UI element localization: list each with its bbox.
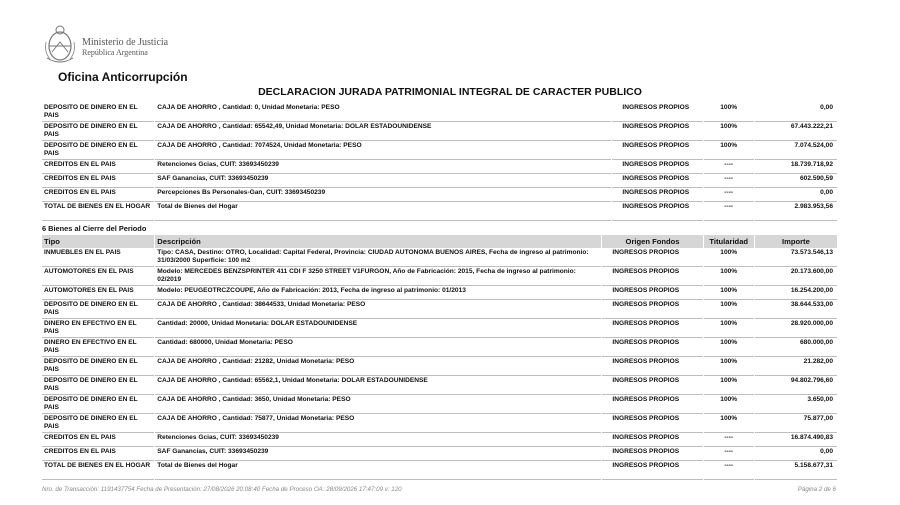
cell-tipo: CREDITOS EN EL PAIS	[42, 174, 154, 188]
cell-titularidad: 100%	[704, 395, 754, 414]
cell-descripcion: CAJA DE AHORRO , Cantidad: 7074524, Unidad Monetaria: PESO	[155, 141, 611, 160]
table-row	[42, 447, 837, 461]
cell-origen: INGRESOS PROPIOS	[602, 461, 702, 480]
cell-origen: INGRESOS PROPIOS	[612, 174, 702, 188]
cell-importe: 75.877,00	[755, 414, 837, 433]
cell-importe: 0,00	[755, 103, 837, 122]
cell-tipo: DEPOSITO DE DINERO EN EL PAIS	[42, 376, 154, 395]
ministry-line2: República Argentina	[82, 48, 148, 57]
cell-descripcion: CAJA DE AHORRO , Cantidad: 65562,1, Unidad Monetaria: DOLAR ESTADOUNIDENSE	[155, 376, 601, 395]
cell-importe: 16.254.200,00	[755, 286, 837, 300]
cell-descripcion: SAF Ganancias, CUIT: 33693450239	[155, 174, 611, 188]
table-row	[42, 286, 837, 300]
cell-importe: 94.802.796,60	[755, 376, 837, 395]
cell-importe: 38.644.533,00	[755, 300, 837, 319]
table-row	[42, 267, 837, 286]
table-row	[42, 376, 837, 395]
cell-descripcion: Retenciones Gcias, CUIT: 33693450239	[155, 433, 601, 447]
cell-titularidad: 100%	[704, 286, 754, 300]
transaction-footer: Nro. de Transacción: 1191437754 Fecha de Presentación: 27/08/2026 20:08:40 Fecha de Proceso OA: 28/09/2026 17:47:09 v: 120	[42, 486, 402, 493]
table-row	[42, 122, 837, 141]
table-row	[42, 357, 837, 376]
cell-titularidad: 100%	[704, 414, 754, 433]
cell-importe: 3.650,00	[755, 395, 837, 414]
cell-origen: INGRESOS PROPIOS	[602, 395, 702, 414]
cell-tipo: DEPOSITO DE DINERO EN EL PAIS	[42, 357, 154, 376]
cell-titularidad: 100%	[704, 338, 754, 357]
table-row	[42, 300, 837, 319]
cell-importe: 5.158.677,31	[755, 461, 837, 480]
cell-descripcion: CAJA DE AHORRO , Cantidad: 38644533, Unidad Monetaria: PESO	[155, 300, 601, 319]
cell-titularidad: 100%	[704, 357, 754, 376]
cell-origen: INGRESOS PROPIOS	[602, 433, 702, 447]
table-row	[42, 160, 837, 174]
table-header-row	[42, 235, 837, 248]
office-title: Oficina Anticorrupción	[58, 70, 188, 84]
cell-tipo: AUTOMOTORES EN EL PAIS	[42, 267, 154, 286]
table-row	[42, 188, 837, 202]
cell-descripcion: Cantidad: 20000, Unidad Monetaria: DOLAR ESTADOUNIDENSE	[155, 319, 601, 338]
table-row	[42, 433, 837, 447]
cell-origen: INGRESOS PROPIOS	[612, 160, 702, 174]
cell-origen: INGRESOS PROPIOS	[612, 122, 702, 141]
cell-tipo: CREDITOS EN EL PAIS	[42, 188, 154, 202]
assets-closing-table-body	[42, 248, 837, 480]
table-row	[42, 395, 837, 414]
table-row	[42, 338, 837, 357]
cell-importe: 680.000,00	[755, 338, 837, 357]
cell-tipo: DEPOSITO DE DINERO EN EL PAIS	[42, 103, 154, 122]
cell-origen: INGRESOS PROPIOS	[602, 248, 702, 267]
cell-descripcion: Modelo: MERCEDES BENZSPRINTER 411 CDI F 3250 STREET V1FURGON, Año de Fabricación: 2015, Fecha de ingreso al patrimonio: 02/2019	[155, 267, 601, 286]
header-importe: Importe	[755, 235, 837, 248]
cell-importe: 20.173.600,00	[755, 267, 837, 286]
cell-origen: INGRESOS PROPIOS	[612, 103, 702, 122]
cell-descripcion: CAJA DE AHORRO , Cantidad: 0, Unidad Monetaria: PESO	[155, 103, 611, 122]
cell-descripcion: Modelo: PEUGEOTRCZCOUPE, Año de Fabricación: 2013, Fecha de ingreso al patrimonio: 01/2013	[155, 286, 601, 300]
cell-descripcion: SAF Ganancias, CUIT: 33693450239	[155, 447, 601, 461]
cell-titularidad: ----	[704, 447, 754, 461]
cell-titularidad: ----	[704, 461, 754, 480]
cell-origen: INGRESOS PROPIOS	[602, 414, 702, 433]
table-row	[42, 141, 837, 160]
cell-descripcion: Total de Bienes del Hogar	[155, 461, 601, 480]
table-row	[42, 202, 837, 221]
cell-titularidad: 100%	[704, 267, 754, 286]
cell-descripcion: CAJA DE AHORRO , Cantidad: 21282, Unidad Monetaria: PESO	[155, 357, 601, 376]
header-titularidad: Titularidad	[704, 235, 754, 248]
cell-titularidad: ----	[704, 160, 754, 174]
cell-tipo: DEPOSITO DE DINERO EN EL PAIS	[42, 395, 154, 414]
cell-tipo: DINERO EN EFECTIVO EN EL PAIS	[42, 338, 154, 357]
page-number: Página 2 de 6	[797, 486, 836, 493]
table-row	[42, 319, 837, 338]
cell-origen: INGRESOS PROPIOS	[612, 141, 702, 160]
cell-importe: 73.573.546,13	[755, 248, 837, 267]
cell-titularidad: 100%	[704, 376, 754, 395]
assets-table-continued	[41, 103, 838, 221]
cell-origen: INGRESOS PROPIOS	[602, 319, 702, 338]
cell-titularidad: 100%	[704, 103, 754, 122]
cell-tipo: CREDITOS EN EL PAIS	[42, 160, 154, 174]
cell-descripcion: Cantidad: 680000, Unidad Monetaria: PESO	[155, 338, 601, 357]
cell-titularidad: ----	[704, 188, 754, 202]
cell-titularidad: 100%	[704, 300, 754, 319]
cell-importe: 7.074.524,00	[755, 141, 837, 160]
cell-importe: 2.983.953,56	[755, 202, 837, 221]
header-tipo: Tipo	[42, 235, 154, 248]
cell-origen: INGRESOS PROPIOS	[602, 357, 702, 376]
cell-titularidad: ----	[704, 433, 754, 447]
cell-titularidad: 100%	[704, 141, 754, 160]
cell-descripcion: Retenciones Gcias, CUIT: 33693450239	[155, 160, 611, 174]
assets-closing-table	[41, 235, 838, 480]
ministry-name	[82, 38, 168, 58]
cell-origen: INGRESOS PROPIOS	[602, 338, 702, 357]
cell-descripcion: CAJA DE AHORRO , Cantidad: 3650, Unidad Monetaria: PESO	[155, 395, 601, 414]
table-row	[42, 414, 837, 433]
ministry-line1: Ministerio de Justicia	[82, 37, 169, 48]
cell-titularidad: 100%	[704, 319, 754, 338]
cell-importe: 67.443.222,21	[755, 122, 837, 141]
cell-importe: 28.920.000,00	[755, 319, 837, 338]
cell-importe: 0,00	[755, 447, 837, 461]
cell-descripcion: Percepciones Bs Personales-Gan, CUIT: 33693450239	[155, 188, 611, 202]
section-title: 6 Bienes al Cierre del Periodo	[42, 224, 147, 233]
table-row	[42, 248, 837, 267]
cell-tipo: TOTAL DE BIENES EN EL HOGAR	[42, 461, 154, 480]
cell-descripcion: Tipo: CASA, Destino: OTRO, Localidad: Capital Federal, Provincia: CIUDAD AUTONOMA BUENOS AIRES, Fecha de ingreso al patrimonio: 31/03/2000 Superficie: 100 m2	[155, 248, 601, 267]
cell-tipo: DEPOSITO DE DINERO EN EL PAIS	[42, 122, 154, 141]
cell-descripcion: CAJA DE AHORRO , Cantidad: 65542,49, Unidad Monetaria: DOLAR ESTADOUNIDENSE	[155, 122, 611, 141]
table-row	[42, 103, 837, 122]
cell-origen: INGRESOS PROPIOS	[602, 376, 702, 395]
cell-tipo: DEPOSITO DE DINERO EN EL PAIS	[42, 414, 154, 433]
cell-origen: INGRESOS PROPIOS	[612, 188, 702, 202]
cell-titularidad: 100%	[704, 248, 754, 267]
cell-titularidad: ----	[704, 174, 754, 188]
cell-origen: INGRESOS PROPIOS	[602, 267, 702, 286]
cell-titularidad: ----	[704, 202, 754, 221]
coat-of-arms-logo	[42, 22, 78, 64]
table-row	[42, 174, 837, 188]
cell-origen: INGRESOS PROPIOS	[612, 202, 702, 221]
header-origen: Origen Fondos	[602, 235, 702, 248]
cell-tipo: DEPOSITO DE DINERO EN EL PAIS	[42, 300, 154, 319]
header-descripcion: Descripción	[155, 235, 601, 248]
cell-tipo: INMUEBLES EN EL PAIS	[42, 248, 154, 267]
cell-origen: INGRESOS PROPIOS	[602, 286, 702, 300]
assets-table-continued-body	[42, 103, 837, 221]
cell-importe: 602.590,59	[755, 174, 837, 188]
cell-tipo: CREDITOS EN EL PAIS	[42, 447, 154, 461]
cell-tipo: DINERO EN EFECTIVO EN EL PAIS	[42, 319, 154, 338]
cell-tipo: CREDITOS EN EL PAIS	[42, 433, 154, 447]
cell-importe: 21.282,00	[755, 357, 837, 376]
cell-titularidad: 100%	[704, 122, 754, 141]
cell-importe: 16.874.490,83	[755, 433, 837, 447]
cell-tipo: AUTOMOTORES EN EL PAIS	[42, 286, 154, 300]
cell-importe: 18.739.718,92	[755, 160, 837, 174]
cell-descripcion: CAJA DE AHORRO , Cantidad: 75877, Unidad Monetaria: PESO	[155, 414, 601, 433]
cell-descripcion: Total de Bienes del Hogar	[155, 202, 611, 221]
cell-importe: 0,00	[755, 188, 837, 202]
cell-origen: INGRESOS PROPIOS	[602, 447, 702, 461]
document-title: DECLARACION JURADA PATRIMONIAL INTEGRAL DE CARACTER PUBLICO	[258, 86, 642, 98]
cell-tipo: TOTAL DE BIENES EN EL HOGAR	[42, 202, 154, 221]
table-row	[42, 461, 837, 480]
cell-tipo: DEPOSITO DE DINERO EN EL PAIS	[42, 141, 154, 160]
cell-origen: INGRESOS PROPIOS	[602, 300, 702, 319]
